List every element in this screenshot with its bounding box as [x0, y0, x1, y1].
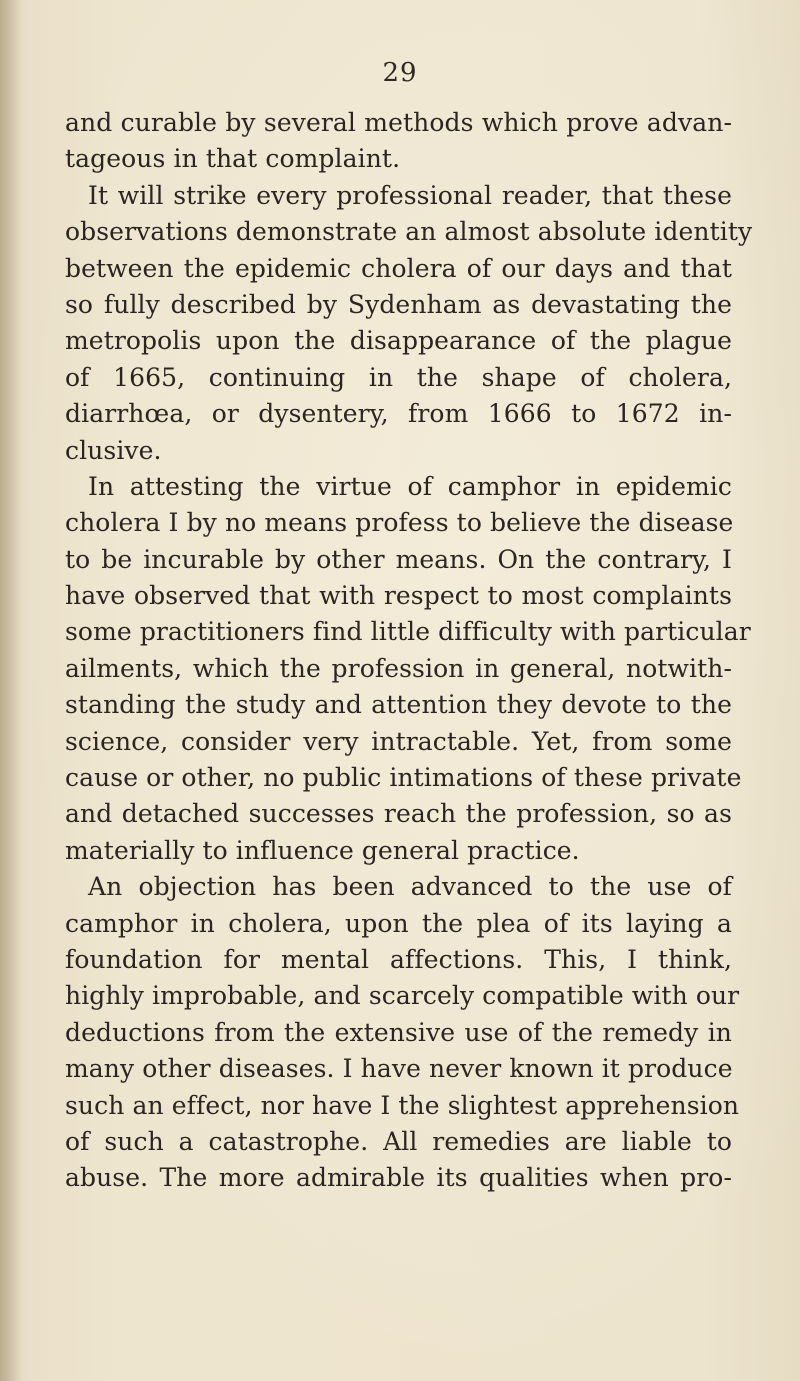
- text-line: It will strike every professional reader, that these: [88, 180, 732, 210]
- text-line: deductions from the extensive use of the remedy in: [65, 1017, 732, 1047]
- text-line: cause or other, no public intimations of these private: [65, 763, 742, 793]
- page-number: 29: [382, 58, 418, 88]
- text-line: between the epidemic cholera of our days and that: [65, 253, 732, 283]
- text-line: In attesting the virtue of camphor in epidemic: [88, 471, 732, 501]
- text-line: diarrhœa, or dysentery, from 1666 to 1672 in-: [65, 399, 732, 429]
- text-line: some practitioners find little difficulty with particular: [65, 617, 751, 647]
- text-line: have observed that with respect to most complaints: [65, 581, 732, 611]
- text-line: ailments, which the profession in general, notwith-: [65, 653, 732, 683]
- text-line: foundation for mental affections. This, I think,: [65, 944, 732, 974]
- text-line: and curable by several methods which prove advan-: [65, 108, 732, 137]
- text-line: clusive.: [65, 435, 162, 465]
- text-line: An objection has been advanced to the use of: [88, 872, 732, 902]
- text-line: science, consider very intractable. Yet, from some: [65, 726, 732, 756]
- text-line: abuse. The more admirable its qualities when pro-: [65, 1163, 732, 1193]
- text-line: materially to influence general practice.: [65, 835, 580, 865]
- text-line: metropolis upon the disappearance of the plague: [65, 326, 732, 356]
- text-line: observations demonstrate an almost absolute identity: [65, 217, 753, 247]
- body-text: [65, 105, 753, 1197]
- gutter-shadow: [0, 0, 22, 1381]
- text-line: and detached successes reach the profession, so as: [65, 799, 732, 829]
- text-line: to be incurable by other means. On the contrary, I: [65, 544, 732, 574]
- text-line: so fully described by Sydenham as devastating the: [65, 289, 732, 319]
- text-line: of such a catastrophe. All remedies are liable to: [65, 1126, 732, 1156]
- text-line: tageous in that complaint.: [65, 144, 401, 174]
- text-line: highly improbable, and scarcely compatible with our: [65, 981, 740, 1011]
- text-line: such an effect, nor have I the slightest apprehension: [65, 1090, 740, 1120]
- text-line: many other diseases. I have never known it produce: [65, 1054, 733, 1084]
- text-line: of 1665, continuing in the shape of cholera,: [65, 362, 732, 392]
- text-line: standing the study and attention they devote to the: [65, 690, 732, 720]
- text-line: camphor in cholera, upon the plea of its laying a: [65, 908, 732, 938]
- text-line: cholera I by no means profess to believe the disease: [65, 508, 734, 538]
